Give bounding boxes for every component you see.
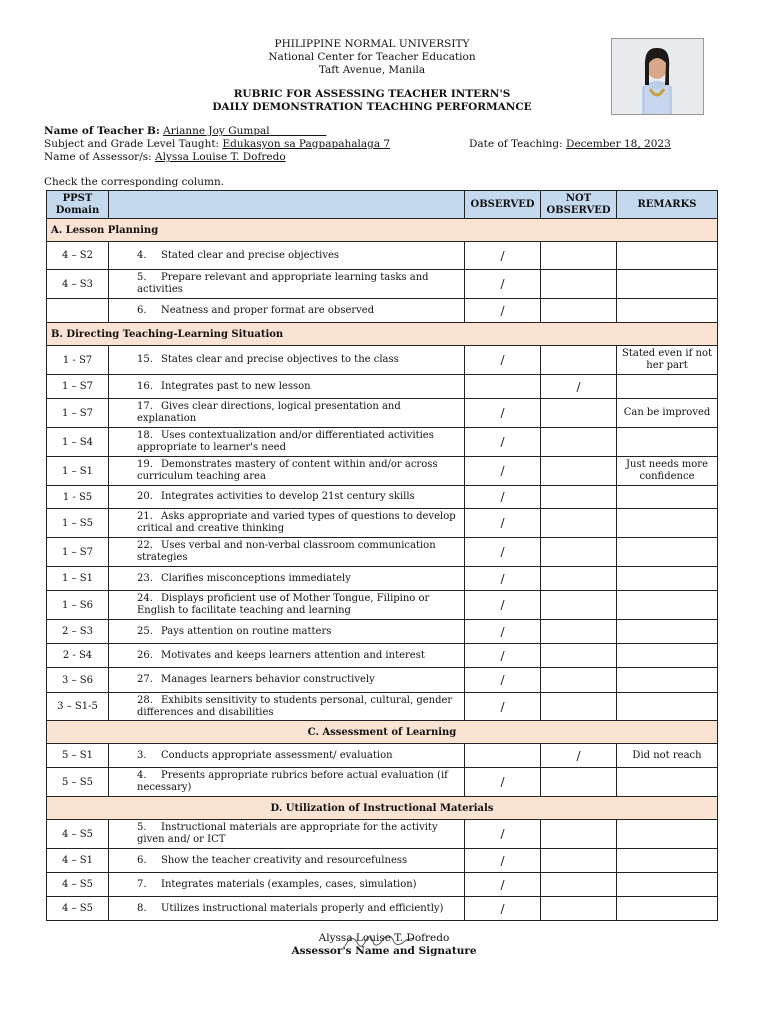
criterion-text: Show the teacher creativity and resourcefulness <box>161 854 408 866</box>
observed-cell[interactable] <box>465 744 541 768</box>
criterion-number: 17. <box>137 401 153 412</box>
criterion-text: Motivates and keeps learners attention and interest <box>161 649 425 661</box>
observed-cell[interactable]: / <box>465 567 541 591</box>
observed-cell[interactable]: / <box>465 668 541 693</box>
domain-cell: 1 – S6 <box>47 591 109 620</box>
observed-cell[interactable]: / <box>465 820 541 849</box>
criterion-number: 7. <box>137 878 147 890</box>
remarks-cell[interactable]: Did not reach <box>617 744 718 768</box>
remarks-cell[interactable] <box>617 620 718 644</box>
criterion-number: 25. <box>137 625 153 637</box>
criterion-cell <box>109 591 465 620</box>
criterion-number: 6. <box>137 304 147 316</box>
criterion-text: Integrates activities to develop 21st century skills <box>161 491 415 502</box>
domain-cell: 1 - S5 <box>47 486 109 509</box>
observed-cell[interactable]: / <box>465 873 541 897</box>
not-observed-cell[interactable]: / <box>541 744 617 768</box>
domain-cell: 4 – S3 <box>47 270 109 299</box>
criterion-cell <box>109 509 465 538</box>
criterion-cell <box>109 693 465 721</box>
not-observed-cell[interactable] <box>541 457 617 486</box>
subject-row <box>44 138 390 151</box>
criterion-number: 23. <box>137 572 153 584</box>
criterion-number: 4. <box>137 249 147 261</box>
remarks-cell[interactable]: Can be improved <box>617 399 718 428</box>
observed-cell[interactable]: / <box>465 242 541 270</box>
criterion-number: 20. <box>137 491 153 502</box>
criterion-cell <box>109 486 465 509</box>
form-title-line2: DAILY DEMONSTRATION TEACHING PERFORMANCE <box>212 101 532 113</box>
section-title: A. Lesson Planning <box>47 219 718 242</box>
domain-cell: 4 – S1 <box>47 849 109 873</box>
criterion-text: Pays attention on routine matters <box>161 625 332 637</box>
teacher-photo <box>611 38 704 115</box>
domain-cell: 3 – S1-5 <box>47 693 109 721</box>
criterion-cell <box>109 399 465 428</box>
criterion-text: Stated clear and precise objectives <box>161 249 340 261</box>
domain-cell: 1 – S1 <box>47 457 109 486</box>
table-row <box>47 644 718 668</box>
table-row <box>47 849 718 873</box>
criterion-cell <box>109 538 465 567</box>
criterion-text: Uses verbal and non-verbal classroom communication strategies <box>137 540 436 563</box>
not-observed-cell[interactable] <box>541 428 617 457</box>
criterion-text: Displays proficient use of Mother Tongue, Filipino or English to facilitate teaching and learning <box>137 593 430 616</box>
criterion-number: 19. <box>137 459 153 470</box>
assessor-signature-name: Alyssa Louise T. Dofredo <box>318 932 450 944</box>
table-row <box>47 820 718 849</box>
table-row <box>47 768 718 797</box>
domain-cell: 3 – S6 <box>47 668 109 693</box>
domain-cell: 1 - S7 <box>47 346 109 375</box>
criterion-text: Presents appropriate rubrics before actual evaluation (if necessary) <box>137 770 448 793</box>
observed-cell[interactable]: / <box>465 849 541 873</box>
remarks-cell[interactable] <box>617 644 718 668</box>
criterion-cell <box>109 873 465 897</box>
criterion-cell <box>109 620 465 644</box>
remarks-cell[interactable] <box>617 693 718 721</box>
observed-cell[interactable]: / <box>465 399 541 428</box>
observed-cell[interactable]: / <box>465 346 541 375</box>
assessor-value: Alyssa Louise T. Dofredo <box>155 151 286 163</box>
table-row <box>47 897 718 921</box>
observed-cell[interactable]: / <box>465 620 541 644</box>
criterion-text: Uses contextualization and/or differentiated activities appropriate to learner's need <box>137 430 434 453</box>
criterion-number: 16. <box>137 380 153 392</box>
domain-cell: 2 - S4 <box>47 644 109 668</box>
remarks-cell[interactable] <box>617 567 718 591</box>
domain-cell: 1 – S1 <box>47 567 109 591</box>
domain-cell: 4 – S5 <box>47 897 109 921</box>
domain-cell: 2 – S3 <box>47 620 109 644</box>
date-value: December 18, 2023 <box>566 138 671 150</box>
observed-cell[interactable]: / <box>465 299 541 323</box>
criterion-number: 26. <box>137 649 153 661</box>
table-row <box>47 567 718 591</box>
not-observed-cell[interactable] <box>541 620 617 644</box>
col-remarks-header: REMARKS <box>617 191 718 219</box>
criterion-cell <box>109 849 465 873</box>
criterion-text: Exhibits sensitivity to students personal, cultural, gender differences and disabilities <box>137 694 453 718</box>
not-observed-cell[interactable] <box>541 693 617 721</box>
table-row <box>47 509 718 538</box>
criterion-text: States clear and precise objectives to the class <box>161 354 399 365</box>
domain-cell: 1 – S7 <box>47 399 109 428</box>
criterion-text: Clarifies misconceptions immediately <box>161 572 351 584</box>
criterion-number: 18. <box>137 430 153 441</box>
criterion-number: 3. <box>137 749 147 761</box>
criterion-text: Instructional materials are appropriate for the activity given and/ or ICT <box>137 822 438 845</box>
domain-cell: 1 – S7 <box>47 538 109 567</box>
table-header-row <box>47 191 718 219</box>
rubric-table <box>46 190 718 921</box>
col-domain-header: PPST Domain <box>47 191 109 219</box>
section-title: D. Utilization of Instructional Materials <box>47 797 718 820</box>
remarks-cell[interactable] <box>617 897 718 921</box>
table-row <box>47 375 718 399</box>
criterion-text: Utilizes instructional materials properly and efficiently) <box>161 902 444 914</box>
not-observed-cell[interactable] <box>541 644 617 668</box>
observed-cell[interactable]: / <box>465 591 541 620</box>
criterion-cell <box>109 242 465 270</box>
criterion-cell <box>109 457 465 486</box>
remarks-cell[interactable] <box>617 428 718 457</box>
not-observed-cell[interactable] <box>541 242 617 270</box>
not-observed-cell[interactable] <box>541 346 617 375</box>
section-header-row <box>47 797 718 820</box>
col-criteria-header <box>109 191 465 219</box>
observed-cell[interactable] <box>465 375 541 399</box>
observed-cell[interactable]: / <box>465 270 541 299</box>
table-row <box>47 428 718 457</box>
col-observed-header: OBSERVED <box>465 191 541 219</box>
criterion-text: Conducts appropriate assessment/ evaluation <box>161 749 393 761</box>
not-observed-cell[interactable] <box>541 897 617 921</box>
university-name: PHILIPPINE NORMAL UNIVERSITY <box>274 38 470 50</box>
remarks-cell[interactable] <box>617 486 718 509</box>
teacher-name-row <box>44 125 326 138</box>
remarks-cell[interactable] <box>617 509 718 538</box>
criterion-number: 27. <box>137 674 153 685</box>
criterion-number: 4. <box>137 770 147 781</box>
section-title: B. Directing Teaching-Learning Situation <box>47 323 718 346</box>
assessor-row <box>44 151 286 164</box>
criterion-cell <box>109 668 465 693</box>
criterion-cell <box>109 644 465 668</box>
not-observed-cell[interactable]: / <box>541 375 617 399</box>
not-observed-cell[interactable] <box>541 270 617 299</box>
date-label: Date of Teaching: <box>469 138 563 150</box>
not-observed-cell[interactable] <box>541 399 617 428</box>
criterion-number: 6. <box>137 854 147 866</box>
not-observed-cell[interactable] <box>541 768 617 797</box>
table-row <box>47 399 718 428</box>
criterion-number: 15. <box>137 354 153 365</box>
remarks-cell[interactable] <box>617 768 718 797</box>
teacher-name-blank <box>270 125 327 137</box>
date-row <box>469 138 671 151</box>
not-observed-cell[interactable] <box>541 486 617 509</box>
criterion-text: Integrates past to new lesson <box>161 380 311 392</box>
not-observed-cell[interactable] <box>541 591 617 620</box>
criterion-cell <box>109 567 465 591</box>
table-row <box>47 873 718 897</box>
center-name: National Center for Teacher Education <box>268 51 476 63</box>
criterion-text: Asks appropriate and varied types of questions to develop critical and creative thinking <box>137 511 456 534</box>
observed-cell[interactable]: / <box>465 486 541 509</box>
criterion-cell <box>109 744 465 768</box>
observed-cell[interactable]: / <box>465 693 541 721</box>
observed-cell[interactable]: / <box>465 457 541 486</box>
section-header-row <box>47 219 718 242</box>
remarks-cell[interactable]: Stated even if not her part <box>617 346 718 375</box>
table-row <box>47 346 718 375</box>
criterion-cell <box>109 270 465 299</box>
criterion-cell <box>109 897 465 921</box>
table-row <box>47 242 718 270</box>
remarks-cell[interactable] <box>617 375 718 399</box>
criterion-cell <box>109 299 465 323</box>
teacher-name-value: Arianne Joy Gumpal <box>163 125 270 137</box>
not-observed-cell[interactable] <box>541 849 617 873</box>
domain-cell <box>47 299 109 323</box>
not-observed-cell[interactable] <box>541 820 617 849</box>
not-observed-cell[interactable] <box>541 567 617 591</box>
criterion-cell <box>109 820 465 849</box>
section-title: C. Assessment of Learning <box>47 721 718 744</box>
criterion-text: Neatness and proper format are observed <box>161 304 375 316</box>
domain-cell: 5 – S5 <box>47 768 109 797</box>
observed-cell[interactable]: / <box>465 538 541 567</box>
observed-cell[interactable]: / <box>465 509 541 538</box>
remarks-cell[interactable] <box>617 668 718 693</box>
remarks-cell[interactable] <box>617 849 718 873</box>
table-row <box>47 270 718 299</box>
remarks-cell[interactable] <box>617 591 718 620</box>
not-observed-cell[interactable] <box>541 668 617 693</box>
domain-cell: 4 – S5 <box>47 873 109 897</box>
criterion-number: 22. <box>137 540 153 551</box>
domain-cell: 1 – S5 <box>47 509 109 538</box>
observed-cell[interactable]: / <box>465 428 541 457</box>
table-row <box>47 457 718 486</box>
assessor-label: Name of Assessor/s: <box>44 151 152 163</box>
remarks-cell[interactable] <box>617 299 718 323</box>
table-row <box>47 668 718 693</box>
criterion-number: 21. <box>137 511 153 522</box>
domain-cell: 1 – S4 <box>47 428 109 457</box>
not-observed-cell[interactable] <box>541 538 617 567</box>
table-row <box>47 538 718 567</box>
assessor-signature-label: Assessor's Name and Signature <box>291 945 477 957</box>
subject-value: Edukasyon sa Pagpapahalaga 7 <box>222 138 391 150</box>
criterion-cell <box>109 428 465 457</box>
table-row <box>47 591 718 620</box>
observed-cell[interactable]: / <box>465 897 541 921</box>
criterion-text: Integrates materials (examples, cases, simulation) <box>161 878 417 890</box>
criterion-number: 5. <box>137 822 147 833</box>
domain-cell: 5 – S1 <box>47 744 109 768</box>
remarks-cell[interactable] <box>617 270 718 299</box>
remarks-cell[interactable] <box>617 538 718 567</box>
remarks-cell[interactable]: Just needs more confidence <box>617 457 718 486</box>
observed-cell[interactable]: / <box>465 644 541 668</box>
not-observed-cell[interactable] <box>541 299 617 323</box>
domain-cell: 4 – S2 <box>47 242 109 270</box>
remarks-cell[interactable] <box>617 242 718 270</box>
criterion-cell <box>109 768 465 797</box>
observed-cell[interactable]: / <box>465 768 541 797</box>
criterion-number: 24. <box>137 593 153 604</box>
domain-cell: 1 – S7 <box>47 375 109 399</box>
criterion-cell <box>109 375 465 399</box>
not-observed-cell[interactable] <box>541 873 617 897</box>
not-observed-cell[interactable] <box>541 509 617 538</box>
criterion-text: Gives clear directions, logical presentation and explanation <box>137 401 401 424</box>
criterion-text: Demonstrates mastery of content within and/or across curriculum teaching area <box>137 459 438 482</box>
criterion-text: Prepare relevant and appropriate learning tasks and activities <box>137 272 429 295</box>
subject-label: Subject and Grade Level Taught: <box>44 138 220 150</box>
domain-cell: 4 – S5 <box>47 820 109 849</box>
form-title-line1: RUBRIC FOR ASSESSING TEACHER INTERN'S <box>233 88 511 100</box>
teacher-name-label: Name of Teacher B: <box>44 125 160 137</box>
col-not-observed-header: NOT OBSERVED <box>541 191 617 219</box>
criterion-cell <box>109 346 465 375</box>
section-header-row <box>47 721 718 744</box>
remarks-cell[interactable] <box>617 820 718 849</box>
table-row <box>47 486 718 509</box>
criterion-text: Manages learners behavior constructively <box>161 674 375 685</box>
address: Taft Avenue, Manila <box>318 64 426 76</box>
remarks-cell[interactable] <box>617 873 718 897</box>
criterion-number: 8. <box>137 902 147 914</box>
table-row <box>47 693 718 721</box>
criterion-number: 5. <box>137 272 147 283</box>
criterion-number: 28. <box>137 694 153 706</box>
instruction-text: Check the corresponding column. <box>44 176 225 188</box>
table-row <box>47 744 718 768</box>
table-row <box>47 620 718 644</box>
table-row <box>47 299 718 323</box>
section-header-row <box>47 323 718 346</box>
